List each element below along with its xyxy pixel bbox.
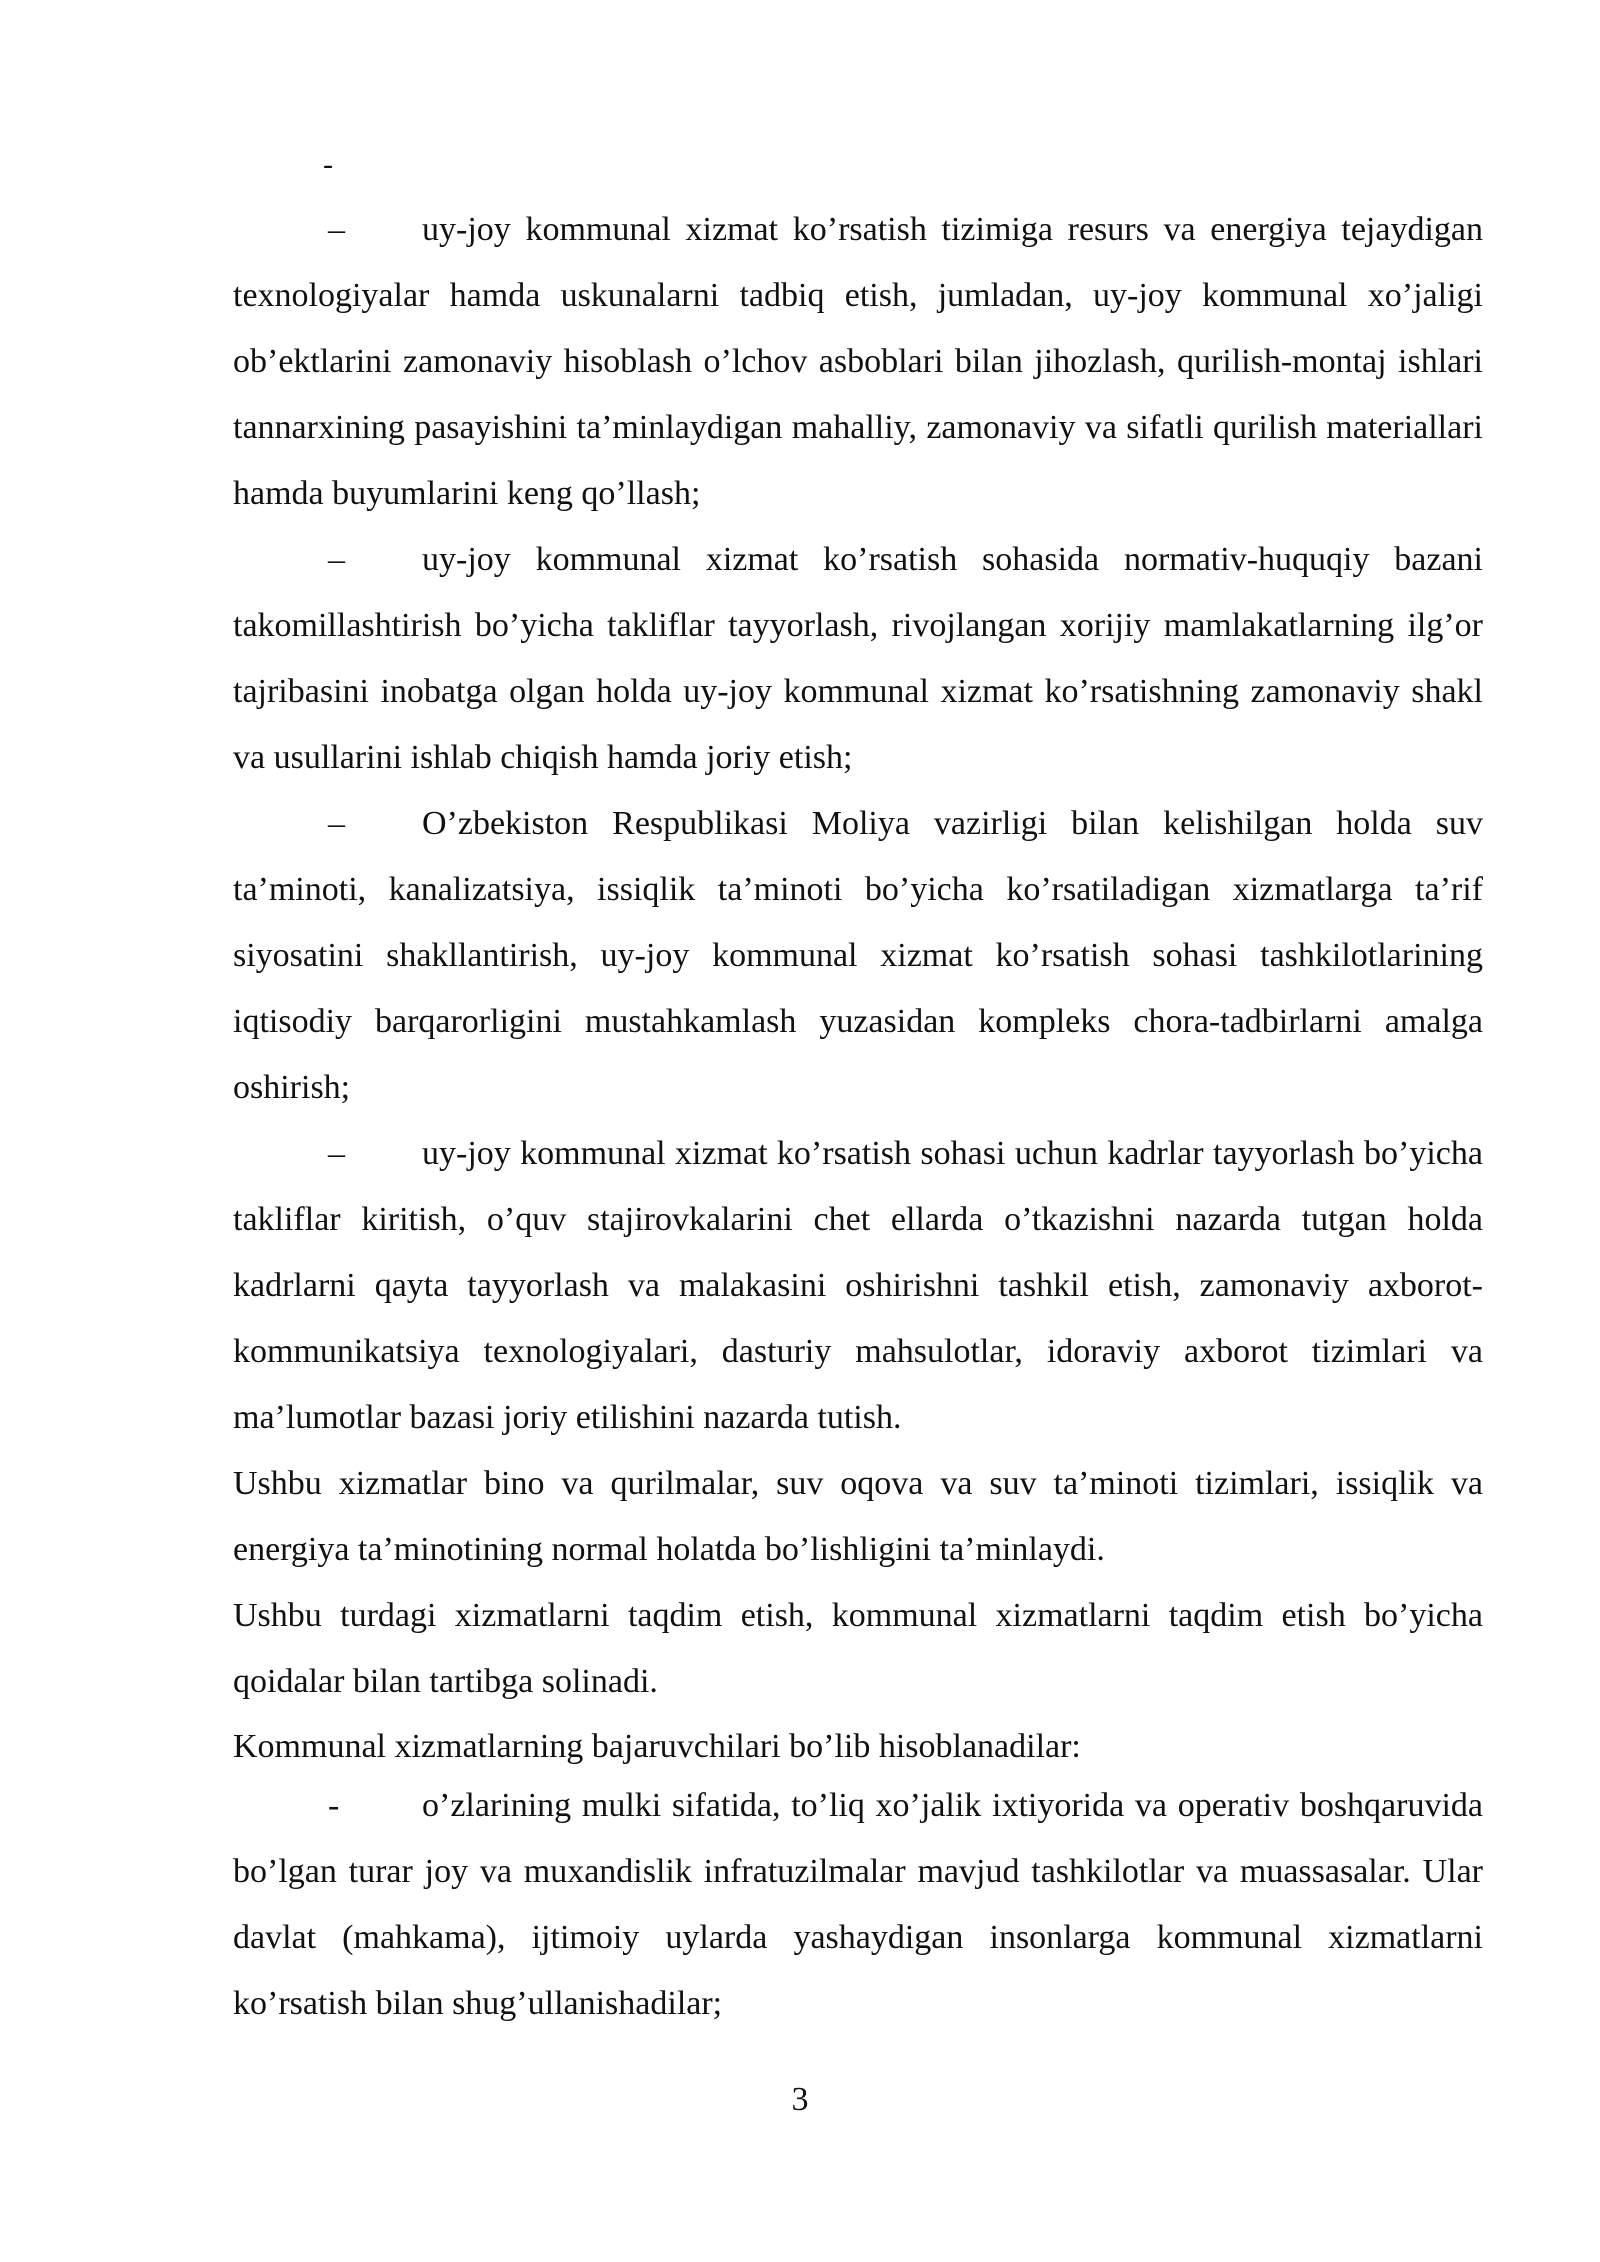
- list-item-text: uy-joy kommunal xizmat ko’rsatish sohasida normativ-huquqiy bazani takomillashtirish bo’yicha takliflar tayyorlash, rivojlangan xorijiy mamlakatlarning ilg’or tajribasini inobatga olgan holda uy-joy kommunal xizmat ko’rsatishning zamonaviy shakl va usullarini ishlab chiqish hamda joriy etish;: [233, 541, 1483, 776]
- list-item-text: o’zlarining mulki sifatida, to’liq xo’jalik ixtiyorida va operativ boshqaruvida bo’lgan turar joy va muxandislik infratuzilmalar mavjud tashkilotlar va muassasalar. Ular davlat (mahkama), ijtimoiy uylarda yashaydigan insonlarga kommunal xizmatlarni ko’rsatish bilan shug’ullanishadilar;: [233, 1787, 1483, 2022]
- page-body: [233, 197, 1483, 2037]
- list-marker: –: [328, 541, 345, 578]
- list-item: [233, 197, 1483, 527]
- list-marker: -: [328, 1787, 340, 1824]
- body-paragraph: Ushbu turdagi xizmatlarni taqdim etish, kommunal xizmatlarni taqdim etish bo’yicha qoidalar bilan tartibga solinadi.: [233, 1597, 1483, 1700]
- list-marker: –: [328, 805, 345, 842]
- body-paragraph: Ushbu xizmatlar bino va qurilmalar, suv oqova va suv ta’minoti tizimlari, issiqlik va energiya ta’minotining normal holatda bo’lishligini ta’minlaydi.: [233, 1465, 1483, 1568]
- stray-dash-mark: -: [323, 148, 333, 181]
- list-item: [233, 1121, 1483, 1451]
- list-item-text: uy-joy kommunal xizmat ko’rsatish sohasi uchun kadrlar tayyorlash bo’yicha takliflar kiritish, o’quv stajirovkalarini chet ellarda o’tkazishni nazarda tutgan holda kadrlarni qayta tayyorlash va malakasini oshirishni tashkil etish, zamonaviy axborot-kommunikatsiya texnologiyalari, dasturiy mahsulotlar, idoraviy axborot tizimlari va ma’lumotlar bazasi joriy etilishini nazarda tutish.: [233, 1135, 1483, 1436]
- list-item-text: uy-joy kommunal xizmat ko’rsatish tizimiga resurs va energiya tejaydigan texnologiyalar hamda uskunalarni tadbiq etish, jumladan, uy-joy kommunal xo’jaligi ob’ektlarini zamonaviy hisoblash o’lchov asboblari bilan jihozlash, qurilish-montaj ishlari tannarxining pasayishini ta’minlaydigan mahalliy, zamonaviy va sifatli qurilish materiallari hamda buyumlarini keng qo’llash;: [233, 211, 1483, 512]
- list-item: [233, 527, 1483, 791]
- body-paragraph: Kommunal xizmatlarning bajaruvchilari bo’lib hisoblanadilar:: [233, 1728, 1081, 1765]
- list-item-text: O’zbekiston Respublikasi Moliya vazirligi bilan kelishilgan holda suv ta’minoti, kanalizatsiya, issiqlik ta’minoti bo’yicha ko’rsatiladigan xizmatlarga ta’rif siyosatini shakllantirish, uy-joy kommunal xizmat ko’rsatish sohasi tashkilotlarining iqtisodiy barqarorligini mustahkamlash yuzasidan kompleks chora-tadbirlarni amalga oshirish;: [233, 805, 1483, 1106]
- page-number: 3: [791, 2081, 809, 2118]
- list-item: [233, 1773, 1483, 2037]
- list-marker: –: [328, 211, 345, 248]
- list-item: [233, 791, 1483, 1121]
- list-marker: –: [328, 1135, 345, 1172]
